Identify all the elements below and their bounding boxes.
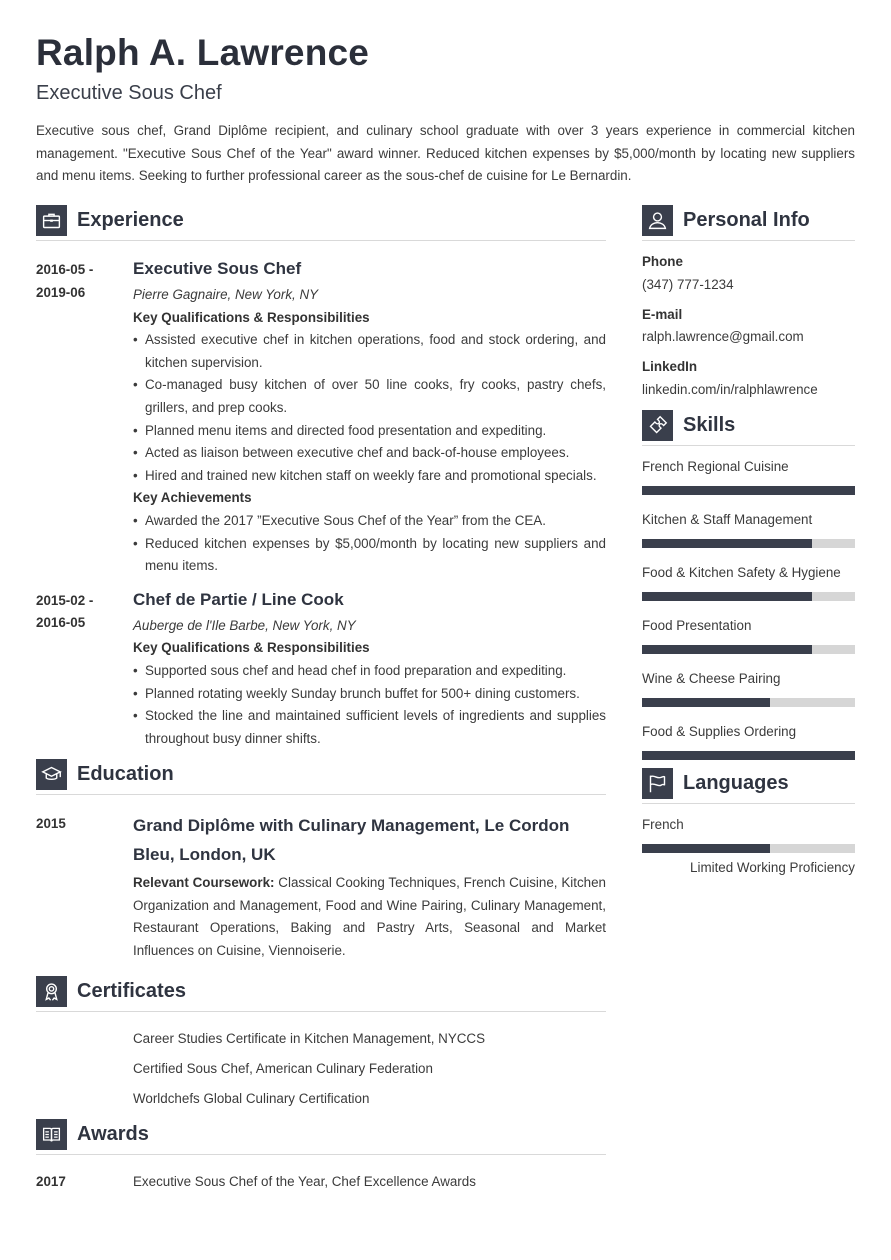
certificates-list	[36, 1028, 606, 1111]
job-company: Auberge de l'Ile Barbe, New York, NY	[133, 617, 356, 633]
skill-bar	[642, 486, 855, 495]
skills-section-header	[642, 409, 855, 446]
skill-bar-fill	[642, 539, 812, 548]
flag-icon	[642, 768, 673, 799]
left-column	[36, 204, 606, 1193]
skills-heading: Skills	[683, 414, 736, 437]
skill-item	[642, 509, 855, 562]
skill-bar-fill	[642, 592, 812, 601]
puzzle-icon	[642, 410, 673, 441]
language-name: French	[642, 817, 684, 833]
skill-item	[642, 456, 855, 509]
skill-item	[642, 721, 855, 767]
degree-title: Grand Diplôme with Culinary Management, Le Cordon Bleu, London, UK	[133, 816, 570, 865]
job-title: Chef de Partie / Line Cook	[133, 589, 344, 609]
language-proficiency: Limited Working Proficiency	[690, 859, 855, 875]
skill-bar	[642, 592, 855, 601]
phone-value[interactable]: (347) 777-1234	[642, 276, 734, 292]
coursework	[133, 872, 606, 962]
skill-bar	[642, 698, 855, 707]
coursework-label: Relevant Coursework:	[133, 875, 275, 891]
award-entry	[36, 1171, 606, 1194]
certificate-item: Certified Sous Chef, American Culinary Federation	[133, 1060, 433, 1076]
skill-name: Food & Supplies Ordering	[642, 724, 797, 740]
skill-bar	[642, 751, 855, 760]
language-bar	[642, 844, 855, 853]
skill-bar	[642, 645, 855, 654]
user-icon	[642, 205, 673, 236]
languages-heading: Languages	[683, 772, 789, 795]
skill-bar-fill	[642, 486, 855, 495]
job-title: Executive Sous Chef	[133, 259, 302, 278]
list-item: • Hired and trained new kitchen staff on weekly fare and promotional specials.	[133, 465, 606, 488]
qualifications-heading: Key Qualifications & Responsibilities	[133, 640, 370, 656]
email-value[interactable]: ralph.lawrence@gmail.com	[642, 329, 804, 345]
list-item: • Assisted executive chef in kitchen operations, food and stock ordering, and kitchen supervision.	[133, 329, 606, 374]
experience-entry	[36, 257, 606, 578]
list-item: • Supported sous chef and head chef in food preparation and expediting.	[133, 660, 606, 683]
skill-name: Kitchen & Staff Management	[642, 512, 813, 528]
book-icon	[36, 1119, 67, 1150]
coursework-text: Classical Cooking Techniques, French Cuisine, Kitchen Organization and Management, Food and Wine Pairing, Culinary Management, Restaurant Operations, Baking and Pastry Arts, Seasonal and Market Influences on Cuisine, Viennoiserie.	[133, 875, 606, 959]
list-item: • Planned menu items and directed food presentation and expediting.	[133, 420, 606, 443]
list-item: • Reduced kitchen expenses by $5,000/month by locating new suppliers and menu items.	[133, 533, 606, 578]
list-item: • Stocked the line and maintained sufficient levels of ingredients and supplies throughout busy dinner shifts.	[133, 705, 606, 750]
award-year: 2017	[36, 1173, 66, 1189]
skill-item	[642, 562, 855, 615]
awards-section-header	[36, 1118, 606, 1155]
list-item: • Planned rotating weekly Sunday brunch buffet for 500+ dining customers.	[133, 683, 606, 706]
skill-name: French Regional Cuisine	[642, 459, 789, 475]
languages-section-header	[642, 767, 855, 804]
list-item: • Acted as liaison between executive chef and back-of-house employees.	[133, 442, 606, 465]
job-company: Pierre Gagnaire, New York, NY	[133, 287, 319, 302]
education-entry	[36, 811, 606, 962]
qualifications-list	[133, 329, 606, 487]
personal-info-heading: Personal Info	[683, 209, 810, 231]
experience-section-header	[36, 204, 606, 241]
certificate-item: Worldchefs Global Culinary Certification	[133, 1090, 370, 1106]
skill-bar-fill	[642, 751, 855, 760]
skill-bar	[642, 539, 855, 548]
language-bar-fill	[642, 844, 770, 853]
achievements-heading: Key Achievements	[133, 490, 252, 506]
ribbon-icon	[36, 976, 67, 1007]
education-year: 2015	[36, 816, 66, 832]
education-heading: Education	[77, 763, 174, 786]
certificates-section-header	[36, 975, 606, 1012]
list-item: • Co-managed busy kitchen of over 50 line cooks, fry cooks, pastry chefs, grillers, and prep cooks.	[133, 374, 606, 419]
candidate-name: Ralph A. Lawrence	[36, 32, 370, 73]
phone-label: Phone	[642, 254, 683, 269]
skill-bar-fill	[642, 645, 812, 654]
award-text: Executive Sous Chef of the Year, Chef Excellence Awards	[133, 1173, 476, 1189]
education-section-header	[36, 758, 606, 795]
linkedin-label: LinkedIn	[642, 359, 698, 375]
summary-paragraph: Executive sous chef, Grand Diplôme recipient, and culinary school graduate with over 3 years experience in commercial kitchen management. "Executive Sous Chef of the Year" award winner. Reduced kitchen expenses by $5,000/month by locating new suppliers and menu items. Seeking to further professional career as the sous-chef de cuisine for Le Bernardin.	[36, 123, 855, 184]
qualifications-heading: Key Qualifications & Responsibilities	[133, 309, 370, 325]
awards-heading: Awards	[77, 1122, 149, 1145]
personal-info-section-header	[642, 204, 855, 241]
job-dates: 2015-02 - 2016-05	[36, 592, 94, 631]
job-dates: 2016-05 - 2019-06	[36, 262, 94, 300]
qualifications-list	[133, 660, 606, 750]
skill-name: Food & Kitchen Safety & Hygiene	[642, 565, 841, 581]
achievements-list	[133, 510, 606, 578]
certificate-item: Career Studies Certificate in Kitchen Management, NYCCS	[133, 1030, 486, 1046]
skill-name: Food Presentation	[642, 618, 752, 634]
skills-list	[642, 456, 855, 767]
graduation-cap-icon	[36, 759, 67, 790]
candidate-title: Executive Sous Chef	[36, 82, 222, 104]
skill-item	[642, 668, 855, 721]
skill-bar-fill	[642, 698, 770, 707]
experience-entry	[36, 588, 606, 751]
certificates-heading: Certificates	[77, 979, 186, 1002]
right-column	[642, 204, 855, 880]
linkedin-value[interactable]: linkedin.com/in/ralphlawrence	[642, 381, 818, 397]
skill-item	[642, 615, 855, 668]
skill-name: Wine & Cheese Pairing	[642, 671, 781, 687]
email-label: E-mail	[642, 306, 683, 322]
experience-heading: Experience	[77, 209, 184, 231]
briefcase-icon	[36, 205, 67, 236]
list-item: • Awarded the 2017 ”Executive Sous Chef of the Year” from the CEA.	[133, 510, 606, 533]
